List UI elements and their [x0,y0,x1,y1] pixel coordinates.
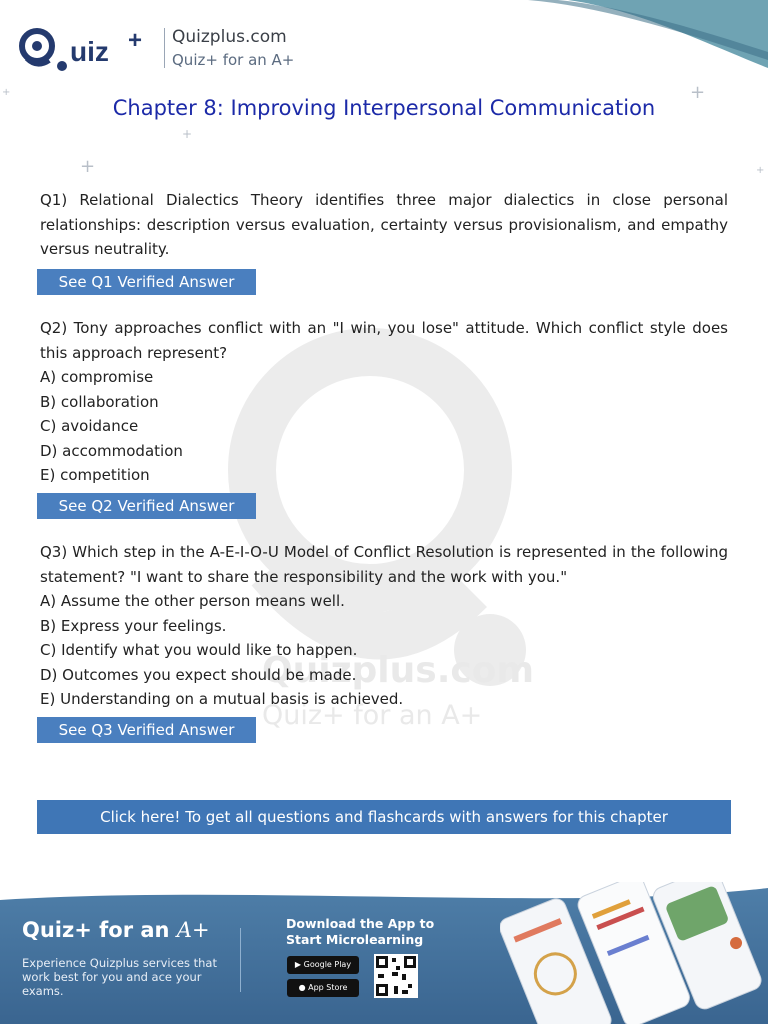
google-play-button[interactable] [287,956,359,974]
answer-option: A) Assume the other person means well. [40,592,345,610]
see-answer-button[interactable]: See Q1 Verified Answer [37,269,256,295]
question-text: Q1) Relational Dialectics Theory identifies three major dialectics in close personal relationships: description versus evaluation, certainty versus provisionalism, and empathy versus neutrality. [40,191,728,258]
answer-option: A) compromise [40,368,154,386]
answer-option: E) competition [40,466,150,484]
plus-decoration: + [690,82,706,103]
google-play-label: Google Play [303,960,352,969]
logo-divider [164,28,165,68]
app-store-label: App Store [308,983,348,992]
corner-swoosh-decoration [528,0,768,70]
answer-option: C) avoidance [40,417,139,435]
plus-decoration: + [80,156,96,177]
svg-text:+: + [128,27,143,54]
answer-option: B) Express your feelings. [40,616,227,635]
question-text: Q2) Tony approaches conflict with an "I win, you lose" attitude. Which conflict style does this approach represent? [40,319,728,362]
answer-option: D) Outcomes you expect should be made. [40,665,357,684]
app-phones-image [500,882,768,1024]
quizplus-logo[interactable] [16,22,156,76]
answer-option: C) Identify what you would like to happen. [40,641,358,659]
app-store-button[interactable] [287,979,359,997]
footer-divider [240,928,241,992]
plus-decoration: + [182,127,193,141]
plus-decoration: + [756,165,765,176]
qr-code-icon[interactable] [374,954,418,998]
footer-banner [0,882,768,1024]
download-app-text: Download the App to Start Microlearning [286,916,435,947]
question-2 [40,316,728,488]
apple-icon: ● [298,983,309,992]
play-icon: ▶ [294,960,304,969]
watermark-site-name: Quizplus.com [262,650,534,691]
answer-option: D) accommodation [40,441,183,460]
footer-title [22,918,210,942]
footer-title-text: Quiz+ for an [22,918,170,942]
chapter-title: Chapter 8: Improving Interpersonal Communication [112,96,656,120]
question-1 [40,188,728,262]
footer-description: Experience Quizplus services that work best for you and ace your exams. [22,956,217,998]
site-tagline: Quiz+ for an A+ [172,51,295,69]
answer-option: B) collaboration [40,392,159,411]
see-answer-button[interactable]: See Q2 Verified Answer [37,493,256,519]
all-questions-button[interactable]: Click here! To get all questions and flashcards with answers for this chapter [37,800,731,834]
see-answer-button[interactable]: See Q3 Verified Answer [37,717,256,743]
question-text: Q3) Which step in the A-E-I-O-U Model of Conflict Resolution is represented in the following statement? "I want to share the responsibility and the work with you." [40,543,728,586]
question-3 [40,540,728,712]
site-header [16,22,316,76]
answer-option: E) Understanding on a mutual basis is achieved. [40,690,404,708]
site-name[interactable]: Quizplus.com [172,27,287,47]
watermark-tagline: Quiz+ for an A+ [262,700,483,731]
plus-decoration: + [2,87,11,98]
footer-title-aplus: A+ [176,918,210,942]
svg-text:uiz: uiz [70,36,109,67]
